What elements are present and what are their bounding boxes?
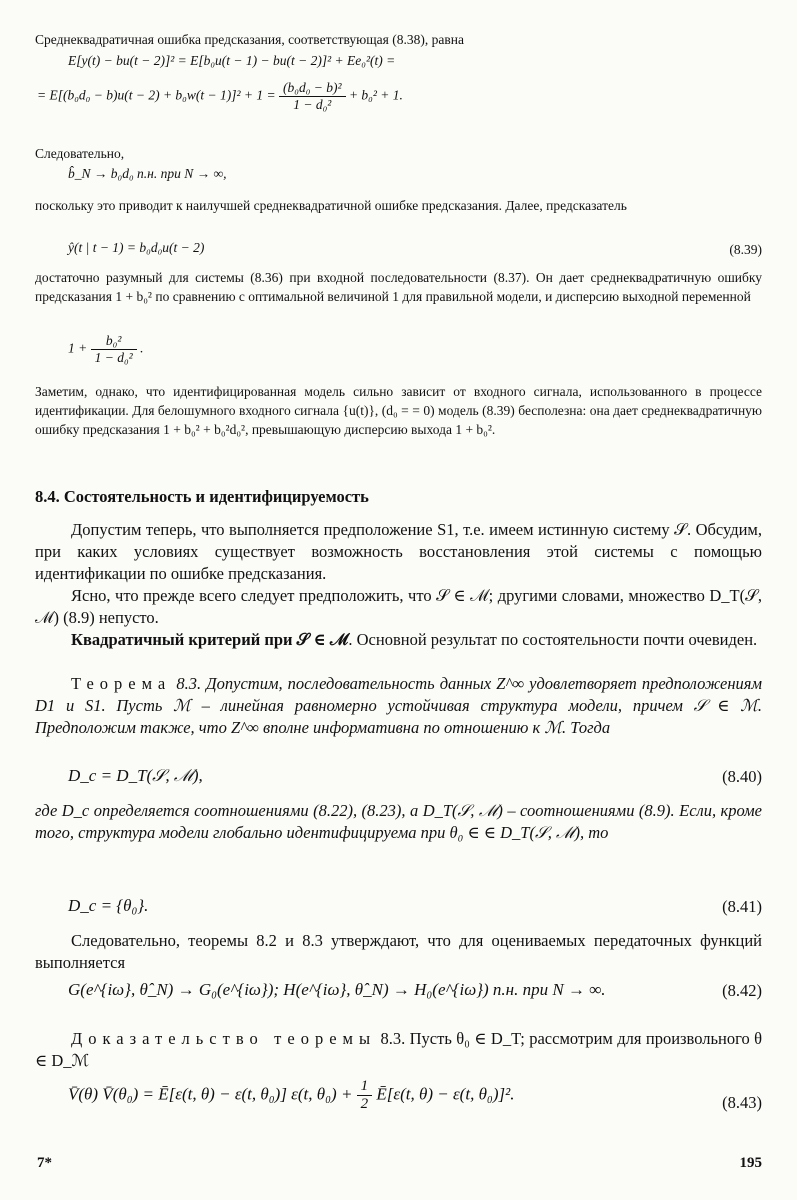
eq-c-left: 1 + — [68, 340, 88, 356]
equation-8-39: ŷ(t | t − 1) = b₀d₀u(t − 2) — [68, 240, 205, 255]
eq-a2-left: = E[(b₀d₀ − b)u(t − 2) + b₀w(t − 1)]² + 1 = — [37, 87, 276, 103]
eq-c-right: . — [140, 340, 144, 356]
equation-b-convergence: b̂_N → b₀d₀ п.н. при N → ∞, — [68, 166, 227, 181]
eq-c-numerator: b₀² — [91, 333, 137, 350]
quadratic-criterion-text: . Основной результат по состоятельности почти очевиден. — [348, 630, 758, 649]
theorem-body: 8.3. Допустим, последовательность данных Z^∞ удовлетворяет предположениям D1 и S1. Пусть ℳ – линейная равномерно устойчивая структура модели, причем 𝒮 ∈ ℳ. Предположим также, что Z^∞ вполне информативна по отношению к ℳ. Тогда — [35, 674, 763, 737]
equation-mse-line2 — [37, 80, 403, 113]
proof-body: 8.3. Пусть θ₀ ∈ D_T; рассмотрим для произвольного θ ∈ D_ℳ — [35, 1029, 763, 1070]
eq-a2-denominator: 1 − d₀² — [293, 97, 332, 112]
proof-label: Доказательство теоремы — [71, 1029, 377, 1048]
para-proof-start — [35, 1028, 762, 1072]
equation-8-41: D_c = {θ₀}. — [68, 896, 149, 915]
eq-number-8-43: (8.43) — [722, 1093, 762, 1112]
eq-number-8-41: (8.41) — [722, 897, 762, 916]
equation-mse-line1: E[y(t) − bu(t − 2)]² = E[b₀u(t − 1) − bu(t − 2)]² + Ee₀²(t) = — [68, 53, 396, 68]
para-white-noise-remark: Заметим, однако, что идентифицированная модель сильно зависит от входного сигнала, использованного в процессе идентификации. Для белошумного входного сигнала {u(t)}, (d₀ = = 0) модель (8.39) бесполезна: она дает среднеквадратичную ошибку предсказания 1 + b₀² + b₀²d₀², превышающую дисперсию выхода 1 + b₀². — [35, 384, 762, 437]
para-transfer-functions: Следовательно, теоремы 8.2 и 8.3 утверждают, что для оцениваемых передаточных функций выполняется — [35, 931, 762, 972]
para-quadratic-criterion — [35, 629, 762, 651]
section-title: 8.4. Состоятельность и идентифицируемость — [35, 487, 369, 506]
equation-8-40: D_c = D_T(𝒮, ℳ), — [68, 766, 203, 785]
para-set-nonempty: Ясно, что прежде всего следует предположить, что 𝒮 ∈ ℳ; другими словами, множество D_T(𝒮, ℳ) (8.9) непусто. — [35, 586, 762, 627]
footer-signature-mark: 7* — [37, 1155, 52, 1171]
para-mse-intro: Среднеквадратичная ошибка предсказания, соответствующая (8.38), равна — [35, 32, 464, 47]
eq-c-fraction — [91, 333, 137, 366]
theorem-label: Теорема — [71, 674, 172, 693]
equation-output-variance — [68, 333, 143, 366]
eq-number-8-39: (8.39) — [729, 242, 762, 257]
eq-a2-right: + b₀² + 1. — [348, 87, 403, 103]
para-theorem-continuation: где D_c определяется соотношениями (8.22), (8.23), а D_T(𝒮, ℳ) – соотношениями (8.9). Если, кроме того, структура модели глобально идентифицируема при θ₀ ∈ ∈ D_T(𝒮, ℳ), то — [35, 801, 762, 842]
para-consequently: Следовательно, — [35, 146, 125, 161]
para-predictor-properties: достаточно разумный для системы (8.36) при входной последовательности (8.37). Он дает среднеквадратичную ошибку предсказания 1 + b₀² по сравнению с оптимальной величиной 1 для правильной модели, и дисперсию выходной переменной — [35, 270, 762, 304]
eq-843-numerator: 1 — [357, 1078, 373, 1096]
quadratic-criterion-heading: Квадратичный критерий при 𝒮 ∈ ℳ — [71, 630, 349, 649]
eq-843-fraction — [357, 1078, 373, 1113]
eq-number-8-40: (8.40) — [722, 767, 762, 786]
eq-number-8-42: (8.42) — [722, 981, 762, 1000]
eq-843-denominator: 2 — [360, 1096, 369, 1112]
eq-a2-fraction — [279, 80, 346, 113]
equation-8-43 — [68, 1078, 514, 1113]
eq-c-denominator: 1 − d₀² — [94, 350, 133, 365]
equation-8-42: G(e^{iω}, θ̂_N) → G₀(e^{iω}); H(e^{iω}, θ̂_N) → H₀(e^{iω}) п.н. при N → ∞. — [68, 980, 606, 999]
para-assumption-s1: Допустим теперь, что выполняется предположение S1, т.е. имеем истинную систему 𝒮. Обсудим, при каких условиях существует возможность восстановления этой системы с помощью идентификации по ошибке предсказания. — [35, 520, 762, 583]
para-predictor-intro: поскольку это приводит к наилучшей среднеквадратичной ошибке предсказания. Далее, предсказатель — [35, 198, 627, 213]
eq-843-right: Ē[ε(t, θ) − ε(t, θ₀)]². — [376, 1084, 515, 1104]
eq-a2-numerator: (b₀d₀ − b)² — [279, 80, 346, 97]
eq-843-left: V̄(θ) V̄(θ₀) = Ē[ε(t, θ) − ε(t, θ₀)] ε(t, θ₀) + — [68, 1084, 353, 1104]
theorem-8-3 — [35, 673, 762, 739]
page-number: 195 — [739, 1155, 762, 1171]
